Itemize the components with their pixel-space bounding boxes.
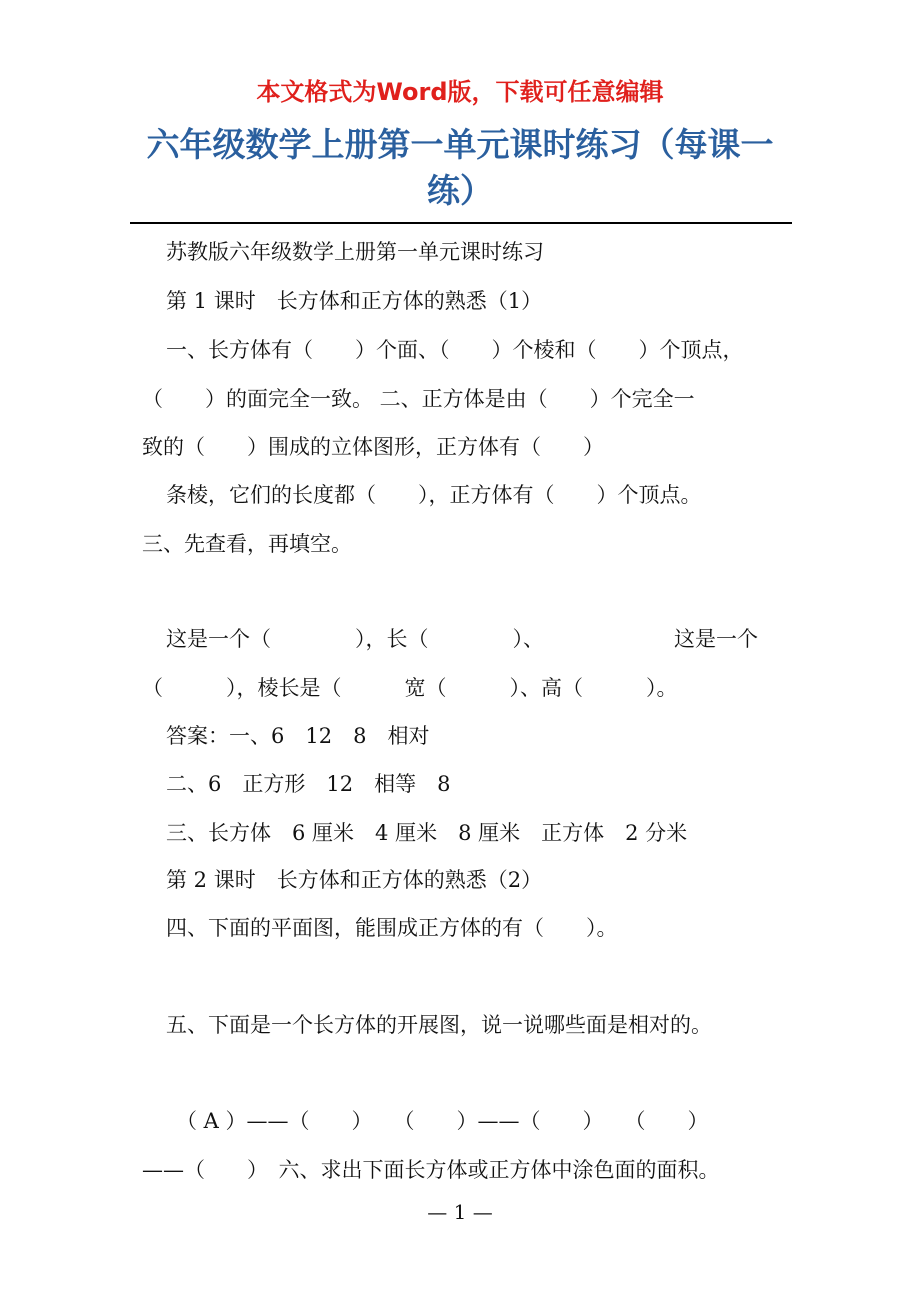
answer-line-2: 二、6 正方形 12 相等 8: [166, 772, 451, 796]
answer-line-3: 三、长方体 6 厘米 4 厘米 8 厘米 正方体 2 分米: [166, 821, 688, 845]
question-5-pairs: （ A ）——（ ） （ ）——（ ） （ ）: [176, 1109, 709, 1133]
question-2-end: 条棱，它们的长度都（ ），正方体有（ ）个顶点。: [166, 483, 702, 507]
question-2-line: （ ）的面完全一致。 二、正方体是由（ ）个完全一: [142, 387, 695, 411]
document-title: [130, 122, 790, 214]
question-3-fill-a: 这是一个（ ），长（ ）、: [166, 627, 544, 651]
question-3-fill-c: （ ），棱长是（ 宽（ ）、高（ ）。: [142, 676, 678, 700]
question-3-heading: 三、先查看，再填空。: [142, 532, 352, 556]
question-3-fill-b: 这是一个: [674, 627, 758, 651]
question-1-line: 一、长方体有（ ）个面、（ ）个棱和（ ）个顶点，: [166, 338, 744, 362]
lesson-1-heading: 第 1 课时 长方体和正方体的熟悉（1）: [166, 289, 543, 313]
lesson-2-heading: 第 2 课时 长方体和正方体的熟悉（2）: [166, 868, 543, 892]
question-2-continued: 致的（ ）围成的立体图形，正方体有（ ）: [142, 435, 604, 459]
page-number: — 1 —: [427, 1200, 493, 1224]
format-notice: 本文格式为Word版，下载可任意编辑: [256, 78, 664, 106]
answer-line-1: 答案：一、6 12 8 相对: [166, 724, 430, 748]
question-5-line: 五、下面是一个长方体的开展图，说一说哪些面是相对的。: [166, 1013, 712, 1037]
title-line-2: 练）: [427, 171, 493, 210]
title-line-1: 六年级数学上册第一单元课时练习（每课一: [146, 125, 774, 164]
subtitle: 苏教版六年级数学上册第一单元课时练习: [166, 240, 544, 264]
question-4-line: 四、下面的平面图，能围成正方体的有（ ）。: [166, 916, 618, 940]
title-divider: [130, 222, 792, 224]
question-6-line: ——（ ） 六、求出下面长方体或正方体中涂色面的面积。: [142, 1158, 720, 1182]
